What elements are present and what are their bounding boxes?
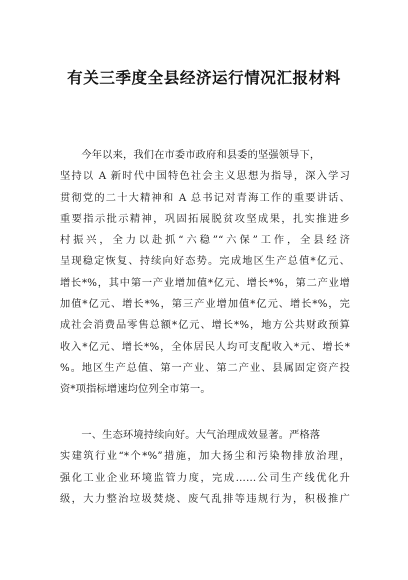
text-line: 一、生态环境持续向好。大气治理成效显著。严格落 bbox=[81, 430, 321, 441]
text-line: 增长*%，其中第一产业增加值*亿元、增长*%，第二产业增 bbox=[60, 277, 350, 289]
paragraph-intro bbox=[60, 145, 350, 401]
text-line: 资*项指标增速均位列全市第一。 bbox=[60, 384, 211, 396]
text-line: %。地区生产总值、第一产业、第二产业、县属固定资产投 bbox=[60, 362, 350, 374]
text-line: 今年以来，我们在市委市政府和县委的坚强领导下， bbox=[81, 150, 321, 161]
text-line: 村振兴，全力以赴抓“六稳”“六保”工作，全县经济 bbox=[60, 235, 350, 247]
text-line: 强化工业企业环境监管力度，完成……公司生产线优化升 bbox=[60, 472, 350, 484]
text-line: 重要指示批示精神，巩固拓展脱贫攻坚成果，扎实推进乡 bbox=[60, 213, 350, 225]
text-line: 贯彻党的二十大精神和 A 总书记对青海工作的重要讲话、 bbox=[60, 192, 350, 204]
text-line: 收入*亿元、增长*%，全体居民人均可支配收入*元、增长* bbox=[60, 341, 350, 353]
text-line: 成社会消费品零售总额*亿元、增长*%，地方公共财政预算 bbox=[60, 320, 350, 332]
text-line: 级，大力整治垃圾焚烧、废气乱排等违规行为，积极推广 bbox=[60, 493, 350, 505]
paragraph-ecology bbox=[60, 425, 350, 510]
document-title: 有关三季度全县经济运行情况汇报材料 bbox=[67, 69, 341, 87]
text-line: 坚持以 A 新时代中国特色社会主义思想为指导，深入学习 bbox=[60, 171, 350, 183]
text-line: 加值*亿元、增长*%，第三产业增加值*亿元、增长*%，完 bbox=[60, 299, 350, 311]
text-line: 实建筑行业“*个*%”措施，加大扬尘和污染物排放治理， bbox=[60, 451, 350, 463]
text-line: 呈现稳定恢复、持续向好态势。完成地区生产总值*亿元、 bbox=[60, 256, 350, 268]
